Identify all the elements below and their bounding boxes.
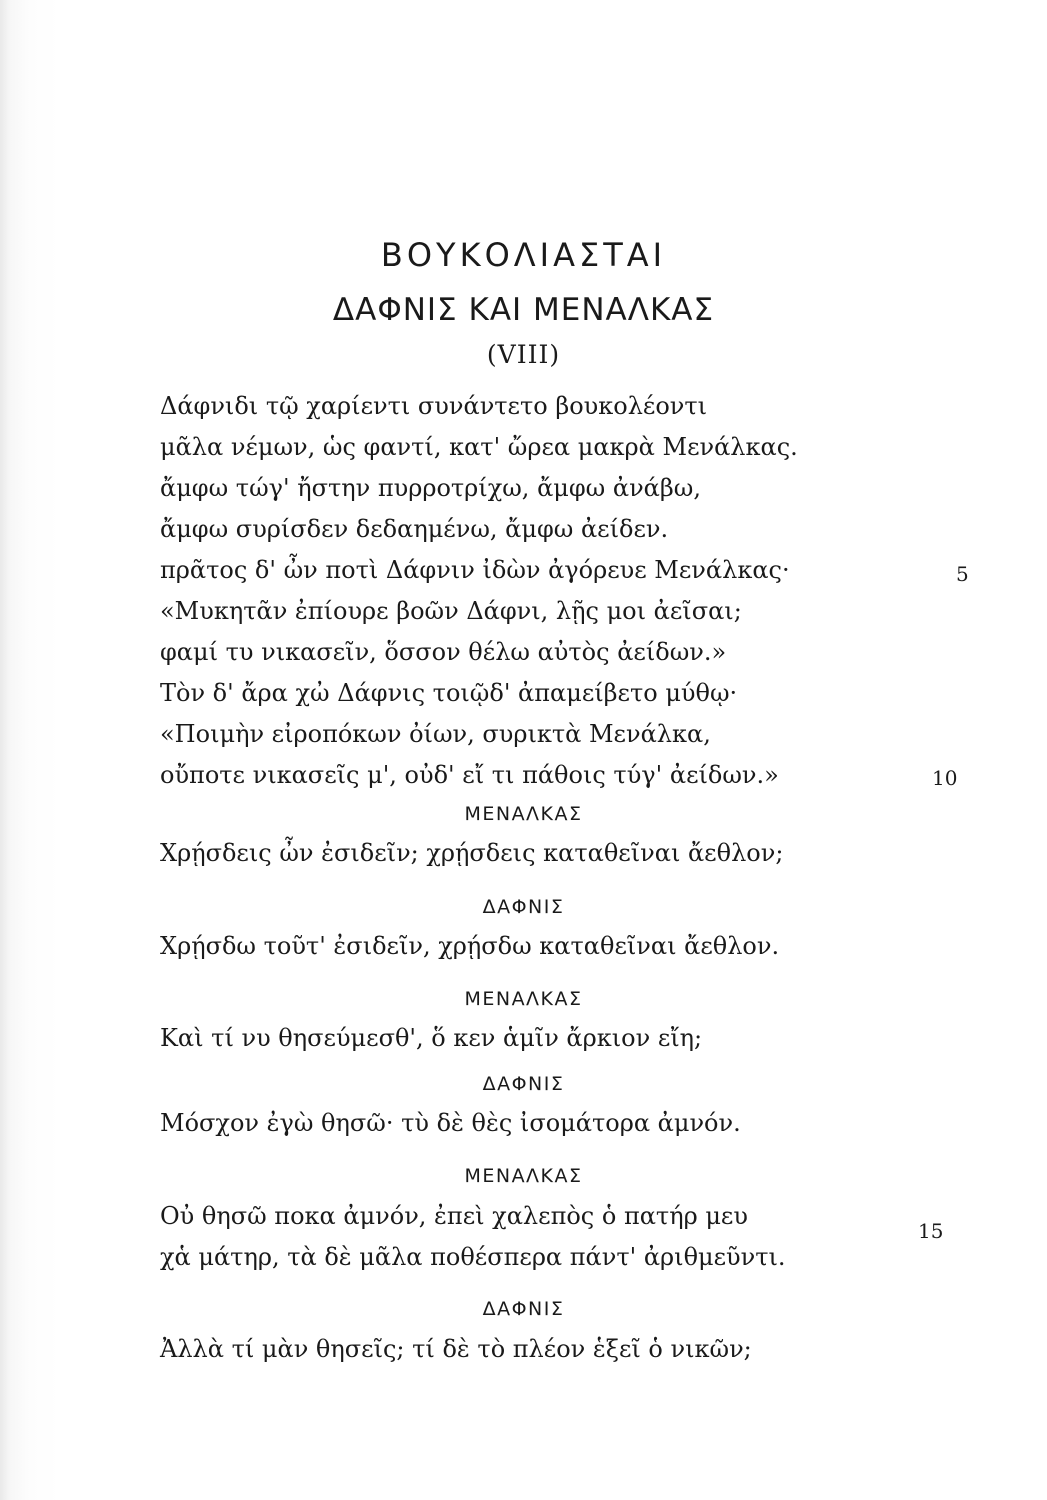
verse-line: μᾶλα νέμων, ὡς φαντί, κατ' ὤρεα μακρὰ Μενάλκας.: [160, 433, 798, 461]
speaker-heading: ΔΑΦΝΙΣ: [482, 896, 565, 918]
speaker-heading: ΜΕΝΑΛΚΑΣ: [464, 988, 583, 1010]
line-number: 15: [918, 1219, 944, 1243]
speaker-heading: ΔΑΦΝΙΣ: [482, 1298, 565, 1320]
verse-line: οὔποτε νικασεῖς μ', οὐδ' εἴ τι πάθοις τύγ' ἀείδων.»: [160, 761, 779, 789]
verse-line: ἄμφω τώγ' ἤστην πυρροτρίχω, ἄμφω ἀνάβω,: [160, 474, 701, 502]
speaker-heading: ΜΕΝΑΛΚΑΣ: [464, 803, 583, 825]
verse-line: Χρῄσδεις ὦν ἐσιδεῖν; χρῄσδεις καταθεῖναι ἄεθλον;: [160, 839, 784, 867]
verse-line: φαμί τυ νικασεῖν, ὅσσον θέλω αὐτὸς ἀείδων.»: [160, 638, 727, 666]
work-title: ΒΟΥΚΟΛΙΑΣΤΑΙ: [380, 236, 667, 274]
speaker-heading: ΜΕΝΑΛΚΑΣ: [464, 1165, 583, 1187]
verse-line: Οὐ θησῶ ποκα ἀμνόν, ἐπεὶ χαλεπὸς ὁ πατήρ μευ: [160, 1202, 748, 1230]
verse-line: Μόσχον ἐγὼ θησῶ· τὺ δὲ θὲς ἰσομάτορα ἀμνόν.: [160, 1109, 741, 1137]
poem-subtitle: ΔΑΦΝΙΣ ΚΑΙ ΜΕΝΑΛΚΑΣ: [332, 292, 715, 328]
verse-line: Καὶ τί νυ θησεύμεσθ', ὅ κεν ἁμῖν ἄρκιον εἴη;: [160, 1024, 703, 1052]
line-number: 5: [956, 562, 969, 586]
verse-line: χἁ μάτηρ, τὰ δὲ μᾶλα ποθέσπερα πάντ' ἀριθμεῦντι.: [160, 1243, 786, 1271]
verse-line: πρᾶτος δ' ὦν ποτὶ Δάφνιν ἰδὼν ἀγόρευε Μενάλκας·: [160, 556, 790, 584]
verse-line: Τὸν δ' ἄρα χὠ Δάφνις τοιῷδ' ἀπαμείβετο μύθῳ·: [160, 679, 738, 707]
speaker-heading: ΔΑΦΝΙΣ: [482, 1073, 565, 1095]
verse-line: ἄμφω συρίσδεν δεδαημένω, ἄμφω ἀείδεν.: [160, 515, 669, 543]
line-number: 10: [932, 766, 958, 790]
verse-line: «Μυκητᾶν ἐπίουρε βοῶν Δάφνι, λῇς μοι ἀεῖσαι;: [160, 597, 742, 625]
verse-line: Ἀλλὰ τί μὰν θησεῖς; τί δὲ τὸ πλέον ἑξεῖ ὁ νικῶν;: [160, 1335, 752, 1363]
poem-number: (VIII): [486, 340, 561, 369]
verse-line: Χρῄσδω τοῦτ' ἐσιδεῖν, χρῄσδω καταθεῖναι ἄεθλον.: [160, 932, 780, 960]
verse-line: «Ποιμὴν εἰροπόκων ὀίων, συρικτὰ Μενάλκα,: [160, 720, 711, 748]
verse-line: Δάφνιδι τῷ χαρίεντι συνάντετο βουκολέοντι: [160, 392, 708, 420]
